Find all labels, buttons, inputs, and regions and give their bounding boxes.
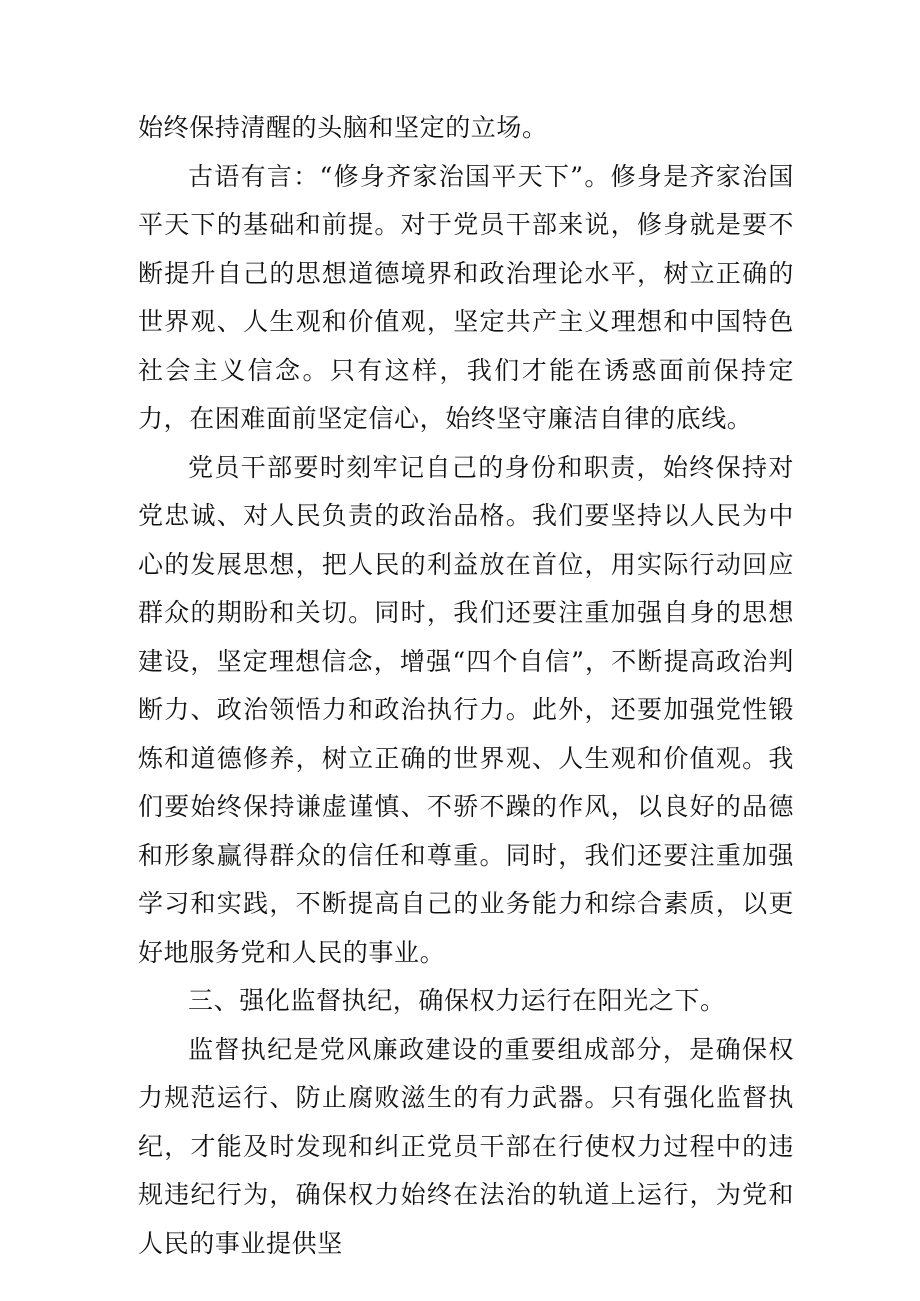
paragraph-3: 党员干部要时刻牢记自己的身份和职责，始终保持对党忠诚、对人民负责的政治品格。我们要坚持以人民为中心的发展思想，把人民的利益放在首位，用实际行动回应群众的期盼和关切。同时，我们还要注重加强自身的思想建设，坚定理想信念，增强“四个自信”，不断提高政治判断力、政治领悟力和政治执行力。此外，还要加强党性锻炼和道德修养，树立正确的世界观、人生观和价值观。我们要始终保持谦虚谨慎、不骄不躁的作风，以良好的品德和形象赢得群众的信任和尊重。同时，我们还要注重加强学习和实践，不断提高自己的业务能力和综合素质，以更好地服务党和人民的事业。: [138, 452, 794, 967]
paragraph-1: 始终保持清醒的头脑和坚定的立场。: [138, 113, 548, 142]
paragraph-2: 古语有言：“修身齐家治国平天下”。修身是齐家治国平天下的基础和前提。对于党员干部来说，修身就是要不断提升自己的思想道德境界和政治理论水平，树立正确的世界观、人生观和价值观，坚定共产主义理想和中国特色社会主义信念。只有这样，我们才能在诱惑面前保持定力，在困难面前坚定信心，始终坚守廉洁自律的底线。: [138, 161, 794, 433]
document-body: [138, 104, 794, 1268]
section-heading-3: 三、强化监督执纪，确保权力运行在阳光之下。: [188, 986, 726, 1015]
paragraph-5: 监督执纪是党风廉政建设的重要组成部分，是确保权力规范运行、防止腐败滋生的有力武器。只有强化监督执纪，才能及时发现和纠正党员干部在行使权力过程中的违规违纪行为，确保权力始终在法治的轨道上运行，为党和人民的事业提供坚: [138, 1034, 794, 1258]
